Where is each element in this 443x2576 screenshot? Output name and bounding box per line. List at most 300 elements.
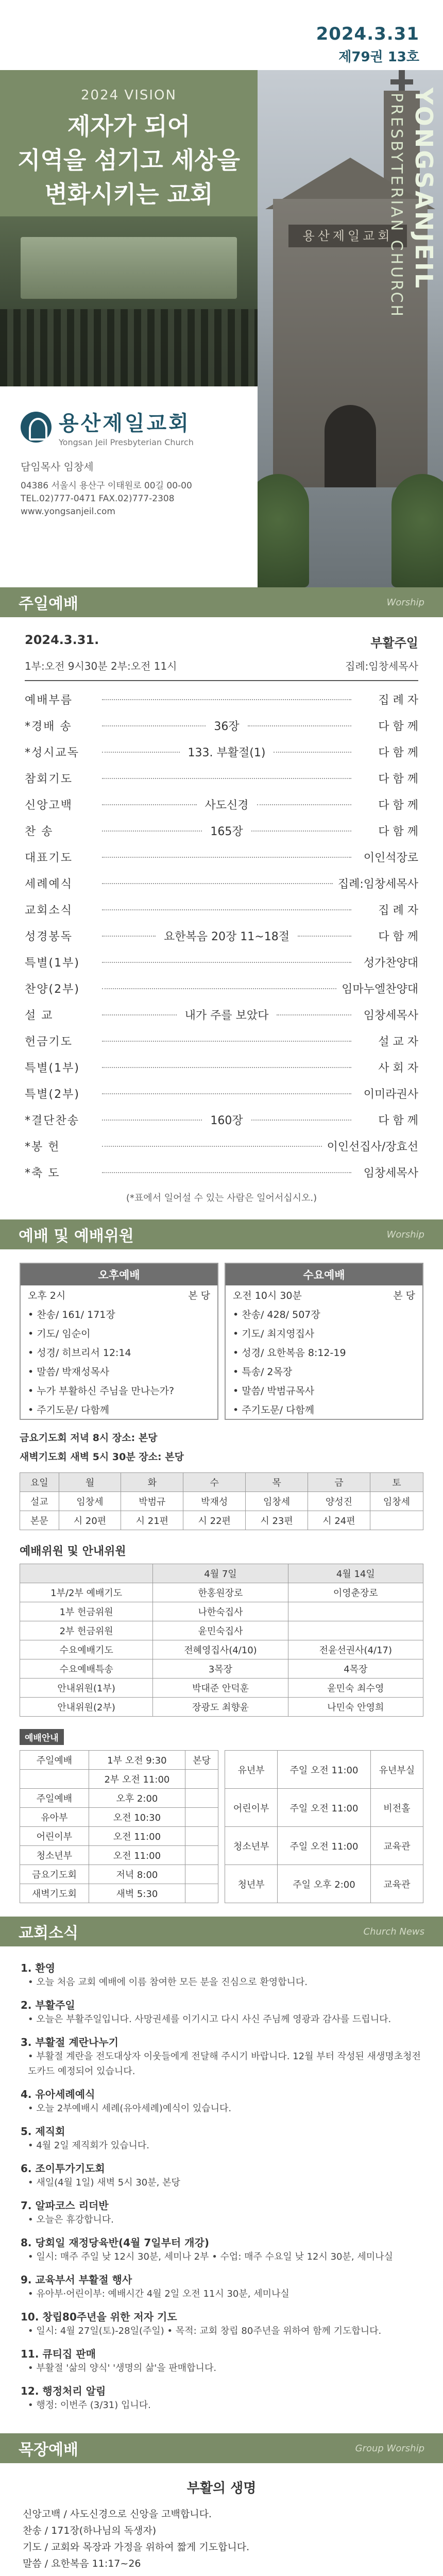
order-item-label: *축 도	[25, 1167, 60, 1180]
table-cell: 오전 11:00	[89, 1846, 185, 1865]
order-row	[25, 1002, 418, 1028]
table-cell: 2부 오전 11:00	[89, 1770, 185, 1789]
divider	[25, 680, 418, 681]
order-item-label: 특별(1부)	[25, 957, 80, 970]
table-header-cell: 목	[246, 1473, 308, 1492]
order-row	[25, 791, 418, 818]
box-row-text: • 찬송/ 161/ 171장	[28, 1309, 115, 1320]
logo-row	[21, 407, 247, 447]
table-cell: 윤민숙 최수영	[288, 1679, 423, 1698]
table-cell: 본문	[20, 1511, 59, 1530]
news-body: • 행정: 이번주 (3/31) 입니다.	[28, 2400, 151, 2411]
dotted-leader	[102, 1067, 351, 1068]
order-item-leader: 다 함 께	[378, 747, 418, 759]
table-row	[225, 1789, 423, 1827]
table-header-cell: 금	[308, 1473, 370, 1492]
table-header-cell	[20, 1564, 153, 1583]
order-row	[25, 949, 418, 975]
table-row	[20, 1789, 218, 1808]
church-emblem-icon	[21, 412, 52, 443]
vertical-name: YONGSANJEIL	[410, 88, 438, 291]
dotted-leader	[277, 1014, 351, 1015]
box-row	[21, 1304, 217, 1324]
dawn-prayer: 새벽기도회 새벽 5시 30분 장소: 본당	[20, 1451, 184, 1463]
table-cell: 시 23편	[246, 1511, 308, 1530]
order-item-leader: 집 례 자	[378, 904, 418, 917]
dotted-leader	[102, 883, 333, 884]
dotted-leader	[257, 804, 352, 805]
table-cell: 시 24편	[308, 1511, 370, 1530]
cover-vision-label: 2024 VISION	[81, 88, 177, 103]
table-row	[20, 1492, 423, 1511]
section-header-order	[0, 587, 443, 617]
box-row-text: • 말씀/ 박재성목사	[28, 1366, 110, 1378]
sermon-title: 부활의 생명	[186, 2481, 257, 2496]
section-header-news	[0, 1917, 443, 1946]
table-row	[20, 1602, 423, 1621]
section-title: 교회소식	[19, 1924, 78, 1942]
order-item-label: 특별(1부)	[25, 1062, 80, 1075]
table-cell: 설교	[20, 1492, 59, 1511]
slogan-line: 변화시키는 교회	[44, 180, 213, 208]
order-item-label: *결단찬송	[25, 1114, 80, 1127]
box-row-text: 오전 10시 30분	[233, 1290, 302, 1301]
section-header-staff	[0, 1219, 443, 1249]
news-item	[21, 2034, 422, 2079]
order-item-leader: 집례:임창세목사	[337, 878, 418, 891]
table-cell: 임창세	[246, 1492, 308, 1511]
section-title: 목장예배	[19, 2441, 78, 2459]
table-row	[20, 1640, 423, 1659]
wednesday-service-box	[225, 1263, 423, 1420]
table-row	[20, 1511, 423, 1530]
vertical-sub: PRESBYTERIAN CHURCH	[387, 93, 405, 318]
order-row	[25, 1080, 418, 1107]
news-heading: 1. 환영	[21, 1962, 56, 1974]
table-cell	[185, 1789, 218, 1808]
box-row-place: 본 당	[393, 1290, 415, 1301]
table-header-cell: 월	[59, 1473, 121, 1492]
table-cell: 임창세	[59, 1492, 121, 1511]
table-cell: 임창세	[370, 1492, 423, 1511]
table-cell: 오전 11:00	[89, 1827, 185, 1846]
box-title: 오후예배	[21, 1264, 217, 1285]
afternoon-service-box	[20, 1263, 218, 1420]
table-row	[20, 1827, 218, 1846]
order-item-leader: 다 함 께	[378, 930, 419, 943]
table-header-cell: 4월 14일	[288, 1564, 423, 1583]
order-row	[25, 739, 418, 765]
offering-title-wrap	[20, 1729, 423, 1745]
table-cell	[185, 1808, 218, 1827]
section-title: 주일예배	[19, 595, 78, 613]
order-item-label: 설 교	[25, 1009, 54, 1022]
table-cell: 비전홀	[370, 1789, 423, 1827]
box-rows	[21, 1285, 217, 1419]
box-row-text: • 주기도문/ 다함께	[233, 1404, 315, 1416]
news-heading: 4. 유아세례예식	[21, 2088, 95, 2100]
table-cell: 수요예배특송	[20, 1659, 153, 1679]
table-cell: 나한숙집사	[153, 1602, 288, 1621]
dotted-leader	[102, 699, 351, 700]
news-body: • 새일(4월 1일) 새벽 5시 30분, 본당	[28, 2177, 180, 2188]
news-item	[21, 2123, 422, 2153]
dotted-leader	[248, 725, 351, 726]
church-sign: 용산제일교회	[288, 225, 407, 247]
news-item	[21, 2309, 422, 2338]
section-title: 예배 및 예배위원	[19, 1227, 134, 1245]
department-table	[225, 1750, 423, 1903]
news-body: • 오늘은 부활주일입니다. 사망권세를 이기시고 다시 사신 주님께 영광과 감사를 드립니다.	[28, 2014, 391, 2025]
news-body: • 일시: 매주 주일 낮 12시 30분, 세미나 2부 • 수업: 매주 수요일 낮 12시 30분, 세미나실	[28, 2251, 393, 2262]
news-heading: 2. 부활주일	[21, 1999, 75, 2011]
order-item-label: 세례예식	[25, 878, 73, 891]
section-english: Worship	[386, 1229, 424, 1240]
box-rows	[226, 1285, 422, 1419]
box-row-text: • 누가 부활하신 주님을 만나는가?	[28, 1385, 175, 1397]
table-row	[20, 1770, 218, 1789]
order-row	[25, 818, 418, 844]
order-item-label: 대표기도	[25, 852, 73, 865]
order-item-content: 내가 주를 보았다	[184, 1009, 269, 1022]
order-row	[25, 765, 418, 791]
dotted-leader	[102, 988, 336, 989]
news-body: • 오늘 처음 교회 예배에 이름 참여한 모든 분을 진심으로 환영합니다.	[28, 1977, 308, 1988]
news-heading: 10. 창립80주년을 위한 저자 기도	[21, 2311, 177, 2323]
contact-info	[21, 480, 247, 518]
tree	[258, 474, 309, 587]
worship-guide-table	[20, 1750, 218, 1903]
box-row-text: • 주기도문/ 다함께	[28, 1404, 110, 1416]
box-row-text: • 기도/ 임순이	[28, 1328, 91, 1340]
news-item	[21, 2234, 422, 2264]
table-cell: 새벽 5:30	[89, 1884, 185, 1903]
dotted-leader	[102, 725, 206, 726]
news-item	[21, 2160, 422, 2190]
box-title: 수요예배	[226, 1264, 422, 1285]
order-item-label: 헌금기도	[25, 1036, 73, 1048]
box-row	[21, 1381, 217, 1400]
officiant: 집례:임창세목사	[345, 660, 418, 672]
church-news	[0, 1946, 443, 2433]
cover	[0, 0, 443, 587]
order-item-leader: 다 함 께	[378, 720, 418, 733]
box-row-text: • 성경/ 히브리서 12:14	[28, 1347, 131, 1359]
section-header-group	[0, 2433, 443, 2463]
order-item-label: *성시교독	[25, 747, 80, 759]
dawn-prayer-table	[20, 1472, 423, 1530]
box-row	[21, 1343, 217, 1362]
box-row-text: • 기도/ 최지영집사	[233, 1328, 315, 1340]
dotted-leader	[102, 1093, 351, 1094]
order-times	[25, 658, 418, 673]
table-cell: 나민숙 안영희	[288, 1698, 423, 1717]
group-worship	[0, 2463, 443, 2576]
news-item	[21, 2086, 422, 2116]
order-row	[25, 713, 418, 739]
table-cell: 새벽기도회	[20, 1884, 89, 1903]
box-row	[226, 1324, 422, 1343]
order-item-leader: 다 함 께	[378, 773, 418, 786]
table-row	[20, 1621, 423, 1640]
table-row	[20, 1751, 218, 1770]
worship-order-line: 말씀 / 요한복음 11:17~26	[23, 2558, 141, 2569]
news-heading: 11. 큐티집 판매	[21, 2348, 96, 2360]
worship-order-line: 기도 / 교회와 목장과 가정을 위하여 짧게 기도합니다.	[23, 2541, 250, 2553]
table-row	[225, 1751, 423, 1789]
address: 04386 서울시 용산구 이태원로 00길 00-00	[21, 481, 192, 491]
photo-crowd	[0, 309, 258, 386]
order-item-leader: 다 함 께	[378, 825, 418, 838]
table-cell: 주일 오전 11:00	[278, 1751, 371, 1789]
table-cell: 장광도 최향윤	[153, 1698, 288, 1717]
website-link[interactable]: www.yongsanjeil.com	[21, 506, 115, 517]
box-row	[21, 1362, 217, 1381]
table-cell: 청소년부	[20, 1846, 89, 1865]
news-heading: 9. 교육부서 부활절 행사	[21, 2274, 132, 2286]
table-cell: 어린이부	[225, 1789, 278, 1827]
table-cell	[288, 1602, 423, 1621]
table-row	[20, 1865, 218, 1884]
worship-order-line: 신앙고백 / 사도신경으로 신앙을 고백합니다.	[23, 2509, 212, 2520]
news-item	[21, 2346, 422, 2376]
news-heading: 12. 행정처리 알림	[21, 2385, 106, 2397]
table-cell: 청년부	[225, 1865, 278, 1903]
table-cell	[185, 1865, 218, 1884]
table-row	[20, 1698, 423, 1717]
order-row	[25, 870, 418, 896]
order-item-label: 특별(2부)	[25, 1088, 80, 1101]
dotted-leader	[102, 1120, 202, 1121]
order-item-content: 36장	[214, 720, 240, 733]
order-row	[25, 896, 418, 923]
table-cell: 주일예배	[20, 1789, 89, 1808]
tree	[391, 474, 443, 587]
table-cell: 1부 헌금위원	[20, 1602, 153, 1621]
order-row	[25, 1028, 418, 1054]
order-item-content: 160장	[210, 1114, 243, 1127]
table-header-row	[20, 1473, 423, 1492]
order-item-leader: 설 교 자	[378, 1036, 418, 1048]
table-header-cell: 4월 7일	[153, 1564, 288, 1583]
box-row-text: • 성경/ 요한복음 8:12-19	[233, 1347, 346, 1359]
table-cell: 교육관	[370, 1827, 423, 1865]
order-date: 2024.3.31.	[25, 633, 99, 647]
box-row	[226, 1381, 422, 1400]
box-row	[226, 1400, 422, 1419]
order-item-label: *경배 송	[25, 720, 72, 733]
cover-date: 2024.3.31	[316, 24, 419, 44]
table-cell	[370, 1511, 423, 1530]
table-row	[20, 1583, 423, 1602]
offering-tables	[20, 1750, 423, 1903]
section-english: Group Worship	[355, 2443, 424, 2454]
news-body: • 오늘은 휴강합니다.	[28, 2214, 114, 2225]
friday-prayer: 금요기도회 저녁 8시 장소: 본당	[20, 1432, 158, 1444]
box-row-place: 본 당	[188, 1290, 210, 1301]
order-item-leader: 이인선집사/장효선	[327, 1141, 418, 1154]
table-row	[20, 1846, 218, 1865]
order-item-leader: 이미라권사	[363, 1088, 418, 1101]
dotted-leader	[251, 1120, 351, 1121]
table-cell	[288, 1621, 423, 1640]
news-body: • 유아부·어린이부: 예배시간 4월 2일 오전 11시 30분, 세미나실	[28, 2289, 289, 2299]
dotted-leader	[274, 752, 351, 753]
order-item-content: 165장	[210, 825, 243, 838]
table-cell: 본당	[185, 1751, 218, 1770]
order-item-leader: 임마누엘찬양대	[342, 983, 418, 996]
slogan-line: 지역을 섬기고 세상을	[18, 146, 240, 174]
table-cell: 이영춘장로	[288, 1583, 423, 1602]
table-cell: 금요기도회	[20, 1865, 89, 1884]
table-cell: 어린이부	[20, 1827, 89, 1846]
order-item-leader: 다 함 께	[378, 799, 419, 812]
news-item	[21, 1960, 422, 1990]
order-item-leader: 임창세목사	[363, 1167, 418, 1180]
table-cell: 청소년부	[225, 1827, 278, 1865]
cover-issue: 제79권 13호	[338, 49, 419, 65]
order-row	[25, 1133, 418, 1159]
box-row	[21, 1400, 217, 1419]
order-row	[25, 1107, 418, 1133]
dotted-leader	[298, 936, 351, 937]
order-header	[25, 633, 418, 651]
table-row	[20, 1659, 423, 1679]
table-cell: 주일 오전 11:00	[278, 1789, 371, 1827]
table-cell: 유년부	[225, 1751, 278, 1789]
order-item-leader: 집 례 자	[378, 694, 418, 707]
news-item	[21, 2197, 422, 2227]
order-item-content: 133. 부활절(1)	[188, 747, 266, 759]
box-row	[226, 1304, 422, 1324]
order-item-leader: 임창세목사	[363, 1009, 419, 1022]
table-header-cell: 화	[121, 1473, 183, 1492]
table-cell	[20, 1770, 89, 1789]
order-item-leader: 사 회 자	[378, 1062, 418, 1075]
news-body: • 부활절 계란을 전도대상자 이웃들에게 전달해 주시기 바랍니다. 12월 부터 작성된 새생명초청전도카드 예정되어 있습니다.	[28, 2051, 421, 2077]
logo-english: Yongsan Jeil Presbyterian Church	[59, 437, 194, 447]
box-row-text: 오후 2시	[28, 1290, 66, 1301]
service-times: 1부:오전 9시30분 2부:오전 11시	[25, 660, 177, 672]
box-row	[21, 1324, 217, 1343]
logo-name: 용산제일교회	[59, 412, 191, 435]
worship-order	[23, 2506, 420, 2572]
table-cell: 박재성	[183, 1492, 246, 1511]
news-heading: 5. 제직회	[21, 2125, 65, 2138]
dotted-leader	[102, 1041, 351, 1042]
news-item	[21, 2383, 422, 2413]
news-body: • 4월 2일 제직회가 있습니다.	[28, 2140, 150, 2151]
news-body: • 일시: 4월 27일(토)-28일(주일) • 목적: 교회 창립 80주년을 위하여 함께 기도합니다.	[28, 2326, 382, 2336]
table-cell: 교육관	[370, 1865, 423, 1903]
table-cell: 2부 헌금위원	[20, 1621, 153, 1640]
news-body: • 부활절 '삶의 양식' '생명의 삶'을 판매합니다.	[28, 2363, 217, 2374]
section-english: Worship	[386, 597, 424, 608]
order-item-label: *봉 헌	[25, 1141, 60, 1154]
box-row-text: • 찬송/ 428/ 507장	[233, 1309, 320, 1320]
box-row	[226, 1343, 422, 1362]
box-row	[226, 1285, 422, 1304]
news-heading: 6. 조이투가기도회	[21, 2162, 105, 2175]
table-cell: 4목장	[288, 1659, 423, 1679]
table-cell: 주일 오후 2:00	[278, 1865, 371, 1903]
news-item	[21, 2272, 422, 2301]
order-of-service	[0, 617, 443, 1219]
table-cell: 1부 오전 9:30	[89, 1751, 185, 1770]
order-item-leader: 성가찬양대	[363, 957, 418, 970]
order-item-content: 요한복음 20장 11~18절	[164, 930, 289, 943]
order-row	[25, 686, 418, 713]
dotted-leader	[102, 804, 197, 805]
section-english: Church News	[363, 1926, 424, 1937]
dotted-leader	[102, 857, 351, 858]
news-item	[21, 1997, 422, 2027]
worship-staff	[0, 1249, 443, 1917]
box-row	[226, 1362, 422, 1381]
table-cell: 박대준 안덕훈	[153, 1679, 288, 1698]
table-row	[225, 1827, 423, 1865]
table-cell: 주일예배	[20, 1751, 89, 1770]
worship-photo	[0, 216, 258, 386]
table-cell: 양성진	[308, 1492, 370, 1511]
dotted-leader	[102, 962, 351, 963]
worship-order-line: 찬송 / 171장(하나님의 독생자)	[23, 2525, 157, 2536]
table-cell: 저녁 8:00	[89, 1865, 185, 1884]
table-header-cell: 수	[183, 1473, 246, 1492]
order-item-label: 참회기도	[25, 773, 73, 786]
table-cell: 유년부실	[370, 1751, 423, 1789]
table-cell: 3목장	[153, 1659, 288, 1679]
box-row-text: • 특송/ 2목장	[233, 1366, 293, 1378]
table-row	[20, 1884, 218, 1903]
cover-date-block	[316, 24, 419, 65]
dotted-leader	[102, 752, 180, 753]
dotted-leader	[102, 1014, 177, 1015]
box-row-text: • 말씀/ 박범규목사	[233, 1385, 315, 1397]
slogan-line: 제자가 되어	[67, 112, 191, 140]
table-cell: 유아부	[20, 1808, 89, 1827]
table-cell: 전윤선권사(4/17)	[288, 1640, 423, 1659]
table-cell: 전혜영집사(4/10)	[153, 1640, 288, 1659]
committee-table	[20, 1564, 423, 1717]
cross-bar	[390, 79, 413, 84]
table-cell	[185, 1827, 218, 1846]
table-row	[225, 1865, 423, 1903]
table-cell: 시 20편	[59, 1511, 121, 1530]
order-row	[25, 1054, 418, 1080]
table-row	[20, 1679, 423, 1698]
order-note: (*표에서 일어설 수 있는 사람은 일어서십시오.)	[126, 1193, 317, 1204]
dotted-leader	[102, 909, 351, 910]
order-row	[25, 923, 418, 949]
table-cell	[185, 1770, 218, 1789]
news-body: • 오늘 2부예배시 세례(유아세례)예식이 있습니다.	[28, 2103, 232, 2114]
church-logo-block	[21, 407, 247, 518]
order-day-name: 부활주일	[370, 636, 418, 650]
news-heading: 7. 알파코스 리더반	[21, 2199, 109, 2212]
tel-fax: TEL.02)777-0471 FAX.02)777-2308	[21, 494, 175, 504]
dotted-leader	[102, 936, 156, 937]
table-cell	[185, 1846, 218, 1865]
order-row	[25, 975, 418, 1002]
table-cell: 시 21편	[121, 1511, 183, 1530]
order-item-label: 교회소식	[25, 904, 73, 917]
table-cell: 윤민숙집사	[153, 1621, 288, 1640]
order-row	[25, 1159, 418, 1185]
cover-slogan	[0, 109, 258, 211]
table-cell	[185, 1884, 218, 1903]
table-cell: 안내위원(1부)	[20, 1679, 153, 1698]
